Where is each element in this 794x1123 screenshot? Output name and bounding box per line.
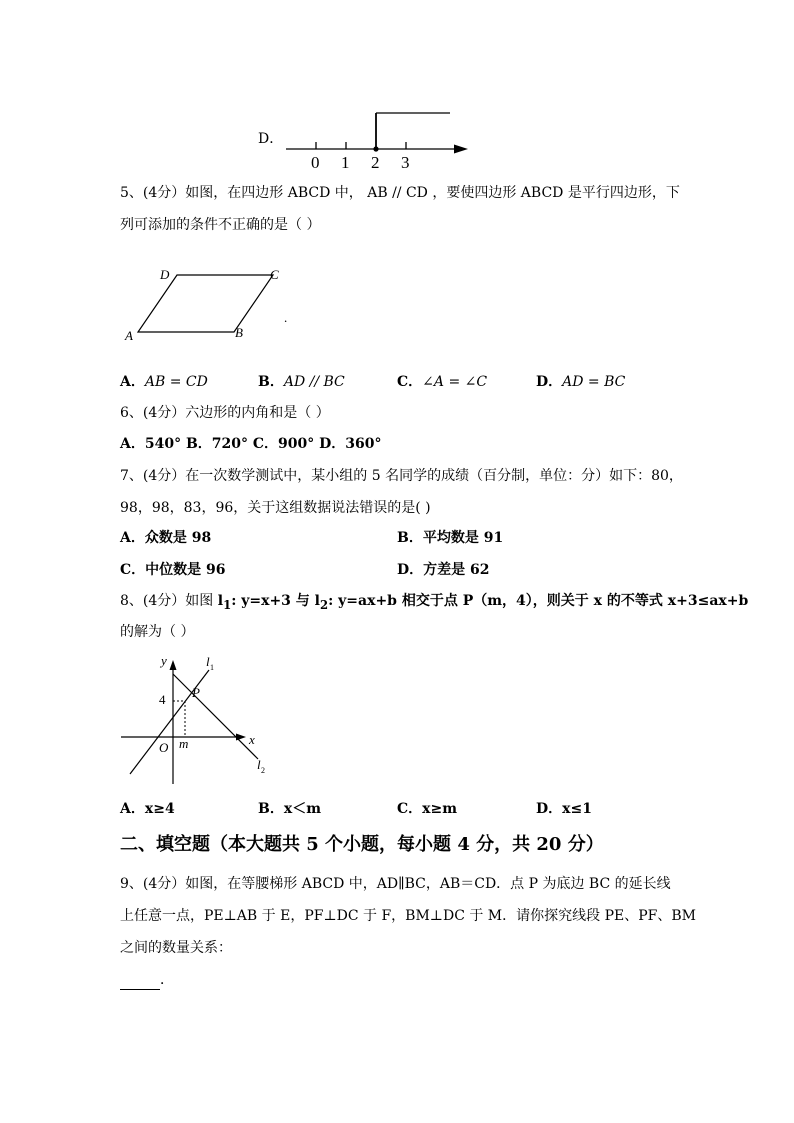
y-axis-arrow [170,660,177,670]
q9-stem-line2: 上任意一点，PE⊥AB 于 E，PF⊥DC 于 F，BM⊥DC 于 M．请你探究线段 PE、PF、BM [120,908,696,924]
l2-label-sub: 2 [261,766,265,775]
q6-options[interactable]: A．540° B．720° C．900° D．360° [120,436,382,452]
tick-label-2: 2 [371,153,380,172]
m-label: m [179,736,189,751]
vertex-d: D [160,267,170,282]
q8-option-d[interactable] [536,799,592,819]
q8-l2-symbol: l [314,593,320,609]
q5-stem-line2: 列可添加的条件不正确的是（ ） [120,217,321,233]
q8-option-c-label: C． [397,801,423,817]
q8-stem-line2: 的解为（ ） [120,624,195,640]
q8-part3: : y=ax+b 相交于点 P（m，4），则关于 x 的不等式 x+3≤ax+b [328,593,749,609]
vertex-b: B [235,325,243,340]
q8-coordinate-figure [115,648,275,788]
p-label: P [192,685,200,700]
answer-underline[interactable] [120,973,160,990]
q8-stem-line1 [120,591,748,615]
q6-stem: 6、(4分）六边形的内角和是（ ） [120,405,330,421]
l1-label: l [206,654,210,669]
q7-option-d[interactable] [397,560,490,580]
q7-stem-line2: 98，98，83，96，关于这组数据说法错误的是( ) [120,500,431,516]
q7-option-d-text: 方差是 62 [423,562,490,578]
q7-option-a-label: A． [120,530,145,546]
origin-label: O [159,740,169,755]
q5-option-a-text: AB = CD [144,374,208,390]
q5-option-d[interactable] [536,372,625,392]
stray-dot: . [284,310,288,325]
q5-option-b-label: B． [258,374,284,390]
q8-option-a-label: A． [120,801,145,817]
number-line-arrow [454,145,468,154]
q7-option-a[interactable] [120,528,211,548]
l2-label: l [257,757,261,772]
tick-label-1: 1 [341,153,350,172]
q5-option-a-label: A． [120,374,145,390]
q7-option-c-label: C． [120,562,146,578]
q7-option-c[interactable] [120,560,226,580]
q7-option-d-label: D． [397,562,424,578]
q8-option-d-text: x≤1 [562,801,592,817]
q7-option-b[interactable] [397,528,503,548]
q5-option-b-text: AD // BC [283,374,345,390]
q5-option-a[interactable] [120,372,208,392]
vertex-a: A [125,328,133,343]
solid-point [373,146,378,151]
l1-label-sub: 1 [210,663,214,672]
q7-option-a-text: 众数是 98 [144,530,212,546]
q5-option-d-label: D． [536,374,563,390]
q8-option-b-label: B． [258,801,284,817]
q5-option-c[interactable] [397,372,487,392]
q5-option-c-text: ∠A = ∠C [422,374,488,390]
q7-stem-line1: 7、(4分）在一次数学测试中，某小组的 5 名同学的成绩（百分制，单位：分）如下：80， [120,468,683,484]
q8-option-a-text: x≥4 [144,801,175,817]
q9-stem-line1: 9、(4分）如图，在等腰梯形 ABCD 中，AD∥BC，AB＝CD．点 P 为底边 BC 的延长线 [120,876,671,892]
q8-prefix: 8、(4分）如图 [120,593,218,609]
q5-parallelogram-figure [120,262,300,346]
q9-answer-blank[interactable] [120,970,174,990]
q4-option-d-label: D． [258,131,284,147]
section-2-heading: 二、填空题（本大题共 5 个小题，每小题 4 分，共 20 分） [120,834,604,855]
q8-l1-symbol: l [217,593,224,609]
tick-label-0: 0 [311,153,320,172]
q9-stem-line3: 之间的数量关系： [120,940,232,956]
answer-period: ． [160,972,174,988]
q5-option-b[interactable] [258,372,345,392]
vertex-c: C [270,267,279,282]
q8-part2: : y=x+3 与 [231,593,315,609]
tick-label-3: 3 [401,153,410,172]
q8-option-c-text: x≥m [422,801,458,817]
x-axis-label: x [249,732,255,747]
q8-option-a[interactable] [120,799,175,819]
x-axis-arrow [236,734,246,741]
q5-option-c-label: C． [397,374,423,390]
q8-l2-subscript: 2 [320,597,329,612]
q8-option-c[interactable] [397,799,457,819]
q7-option-b-text: 平均数是 91 [422,530,504,546]
q5-stem-line1: 5、(4分）如图，在四边形 ABCD 中， AB // CD ，要使四边形 ABCD 是平行四边形，下 [120,185,680,201]
q4-number-line [280,105,475,173]
y-value-4: 4 [159,692,166,707]
q7-option-b-label: B． [397,530,423,546]
q5-option-d-text: AD = BC [562,374,626,390]
q8-l1-subscript: 1 [223,597,232,612]
q8-option-b[interactable] [258,799,321,819]
q8-option-d-label: D． [536,801,563,817]
q7-option-c-text: 中位数是 96 [145,562,226,578]
y-axis-label: y [161,653,167,668]
q8-option-b-text: x＜m [283,801,322,817]
parallelogram [138,275,273,332]
